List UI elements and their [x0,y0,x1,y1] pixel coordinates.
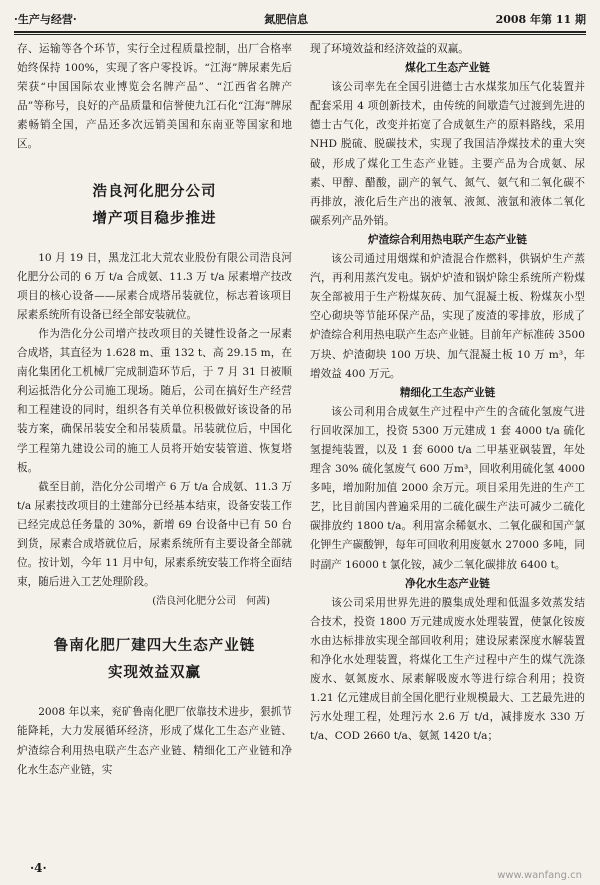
article1-title-line2: 增产项目稳步推进 [92,210,217,227]
page-number: ·4· [30,861,47,875]
article2-paragraph: 2008 年以来，兖矿鲁南化肥厂依靠技术进步，狠抓节能降耗，大力发展循环经济，形成了煤化工生态产业链、炉渣综合利用热电联产生态产业链、精细化工产业链和净化水生态产业链，实 [17,706,292,776]
continued-paragraph: 现了环境效益和经济效益的双赢。 [310,43,469,55]
spacer [17,233,292,249]
article1-paragraph: 截至目前，浩化分公司增产 6 万 t/a 合成氨、11.3 万 t/a 尿素技改项目的土建部分已经基本结束，设备安装工作已经完成总任务量的 30%，新增 69 台设备中已有 50 台到货，尿素合成塔就位后，尿素系统所有主要设备全部就位。按计划，今年 11 月中旬，尿素系统安装工作将全面结束，随后进入工艺处理阶段。 [17,480,292,589]
section-label: ·生产与经营· [14,13,77,26]
section-body: 该公司通过用烟煤和炉渣混合作燃料，供锅炉生产蒸汽，再利用蒸汽发电。锅炉炉渣和锅炉除尘系统所产粉煤灰全部被用于生产粉煤灰砖、加气混凝土板、粉煤灰小型空心砌块等节能环保产品，实现了废渣的零排放，形成了炉渣综合利用热电联产生态产业链。目前年产标准砖 3500 万块、炉渣砌块 100 万块、加气混凝土板 10 万 m³，年增效益 400 万元。 [310,253,585,380]
header-rule [14,31,586,33]
left-column [17,40,292,780]
section-body: 该公司采用世界先进的膜集成处理和低温多效蒸发结合技术，投资 1800 万元建成废水处理装置，使氯化铵废水由达标排放实现全部回收利用；建设尿素深度水解装置和净化水处理装置，将煤化工生产过程中产生的煤气洗涤废水、氨氮废水、尿素解吸废水等进行综合利用；投资 1.21 亿元建成目前全国化肥行业规模最大、工艺最先进的污水处理工程，处理污水 2.6 万 t/d，减排废水 330 万 t/a、COD 2660 t/a、氨氮 1420 t/a； [310,596,585,743]
article1-paragraph: 作为浩化分公司增产技改项目的关键性设备之一尿素合成塔，其直径为 1.628 m、重 132 t、高 29.15 m，在南化集团化工机械厂完成制造环节后，于 7 月 31 日被顺利运抵浩化分公司施工现场。随后，公司在搞好生产经营和工程建设的同时，组织各有关单位积极做好该设备的吊装方案，确保吊装安全和吊装质量。吊装就位后，中国化学工程第九建设公司的施工人员将开始安装管道、恢复塔板。 [17,327,292,474]
article2-title-line2: 实现效益双赢 [108,665,201,682]
right-column [310,40,585,746]
page-header [14,8,586,30]
journal-name: 氮肥信息 [264,13,309,26]
spacer [17,687,292,703]
section-heading: 净化水生态产业链 [405,577,490,590]
article1-title-line1: 浩良河化肥分公司 [92,183,217,200]
section-heading: 煤化工生态产业链 [405,62,490,75]
section-heading: 精细化工生态产业链 [399,386,496,399]
section-body: 该公司利用合成氨生产过程中产生的含硫化氢废气进行回收深加工，投资 5300 万元建成 1 套 4000 t/a 硫化氢提纯装置，以及 1 套 6000 t/a 二甲基亚砜装置，年处理含 30% 硫化氢废气 600 万m³，回收利用硫化氢 4000 多吨，增加附加值 2000 余万元。项目采用先进的生产工艺，比目前国内普遍采用的二硫化碳生产法可减少二硫化碳排放约 1800 t/a。利用富余稀氨水、二氧化碳和国产氯化钾生产碳酸钾，每年可回收利用废氨水 27000 多吨，同时副产 16000 t 氯化铵，减少二氧化碳排放 6400 t。 [310,405,585,571]
spacer [17,155,292,179]
article1-paragraph: 10 月 19 日，黑龙江北大荒农业股份有限公司浩良河化肥分公司的 6 万 t/a 合成氨、11.3 万 t/a 尿素增产技改项目的核心设备——尿素合成塔吊装就位，标志着该项目尿素系统所有设备已经全部安装就位。 [17,251,292,321]
article1-byline: (浩良河化肥分公司 何茜) [152,596,270,608]
intro-paragraph: 存、运输等各个环节，实行全过程质量控制，出厂合格率始终保持 100%，实现了客户零投诉。“江海”牌尿素先后荣获“中国国际农业博览会名牌产品”、“江西省名牌产品”等称号，良好的产品质量和信誉使九江石化“江海”牌尿素畅销全国，产品还多次远销美国和东南亚等国家和地区。 [17,43,292,151]
spacer [17,611,292,633]
watermark-text: www.wanfang.cn [497,870,582,881]
article2-title-line1: 鲁南化肥厂建四大生态产业链 [53,638,256,655]
issue-label: 2008 年第 11 期 [495,13,586,26]
section-heading: 炉渣综合利用热电联产生态产业链 [368,233,527,246]
section-body: 该公司率先在全国引进德士古水煤浆加压气化装置并配套采用 4 项创新技术，由传统的间歇造气过渡到先进的德士古气化，改变并拓宽了合成氨生产的原料路线，采用 NHD 脱硫、脱碳技术，实现了我国洁净煤技术的重大突破，形成了煤化工生态产业链。主要产品为合成氨、尿素、甲醇、醋酸，副产的氧气、氮气、氨气和二氧化碳不再排放，液化后生产出的液氧、液氮、液氩和液体二氧化碳系列产品外销。 [310,81,585,227]
header-rule-thin [14,34,586,35]
